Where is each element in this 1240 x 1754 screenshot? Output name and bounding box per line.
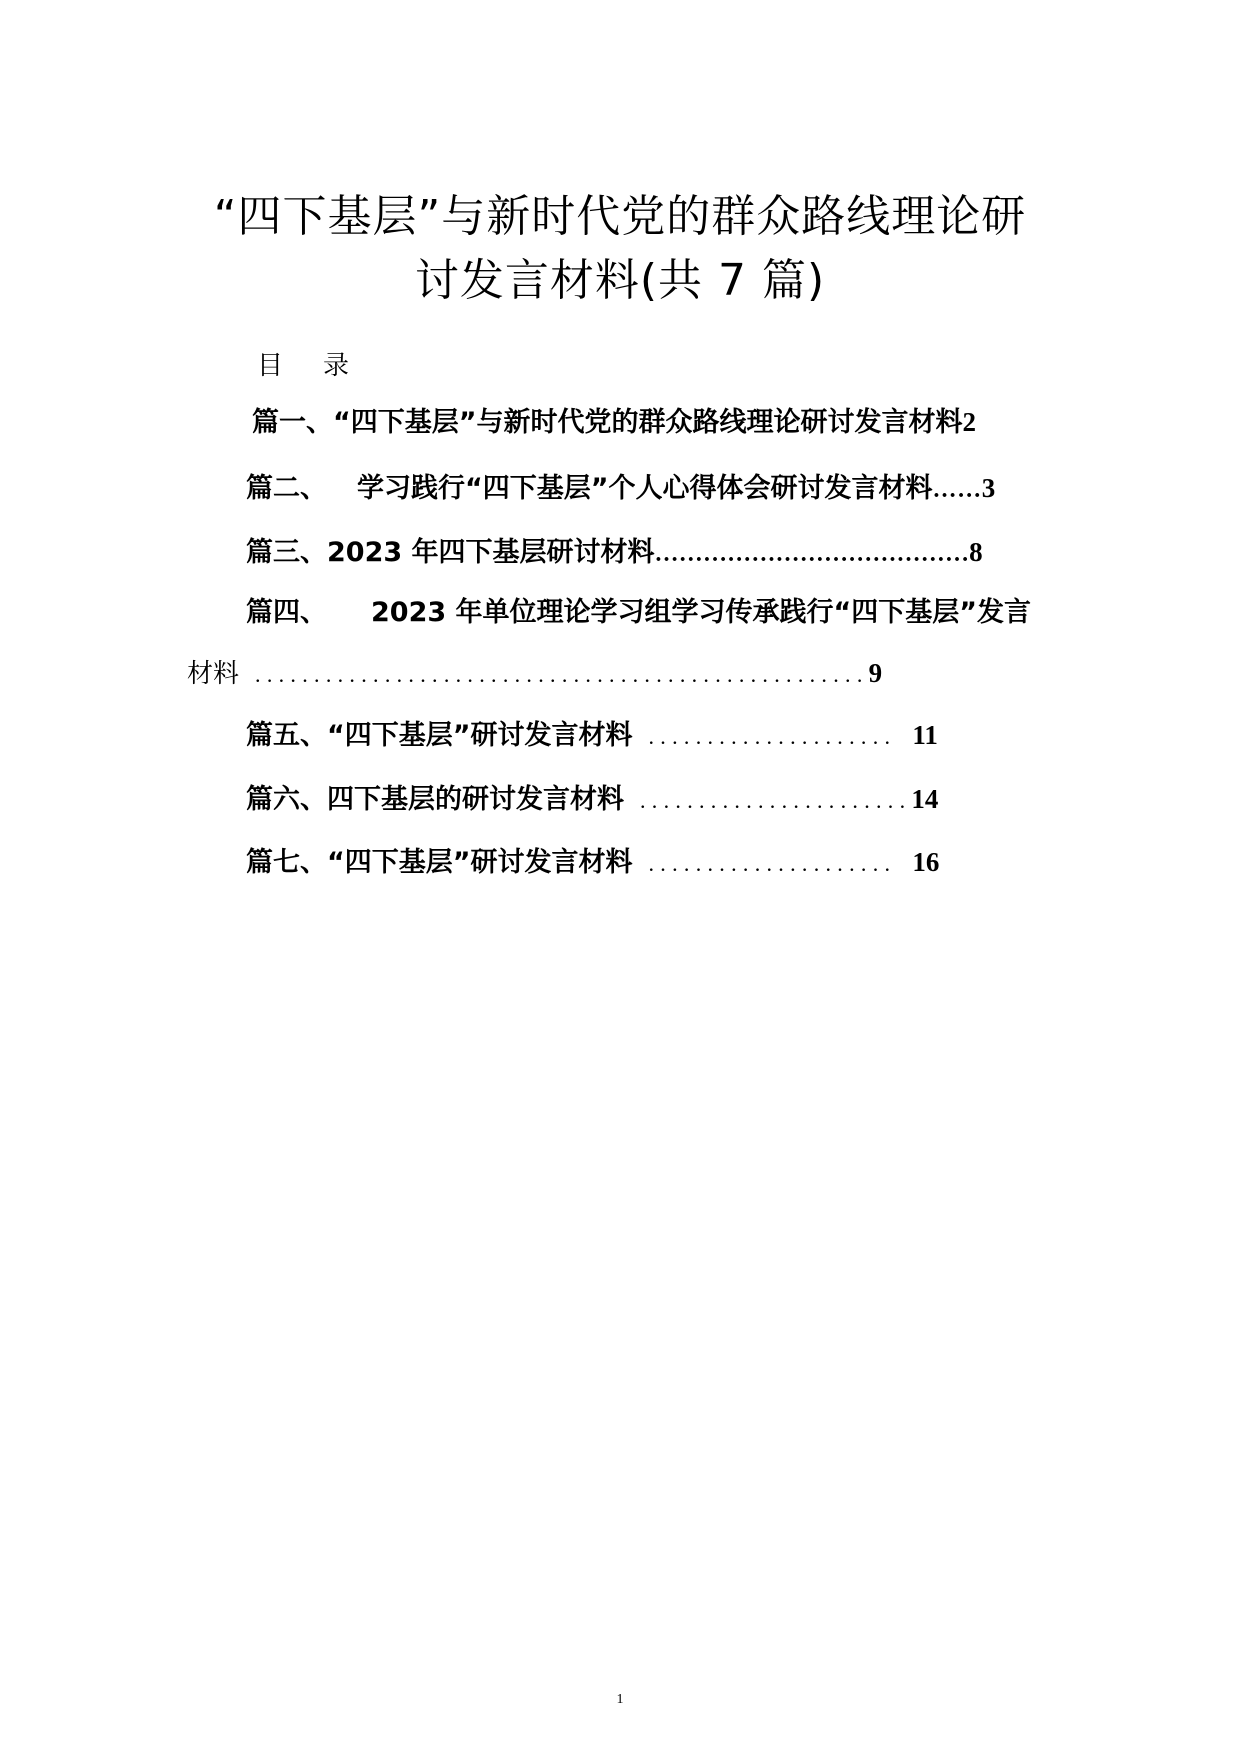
toc-entry-5[interactable] <box>246 715 938 757</box>
toc-entry-3[interactable] <box>246 532 983 574</box>
toc-entry-2[interactable] <box>246 468 995 510</box>
toc-entry-4[interactable] <box>246 593 1031 633</box>
toc-entry-leader: ..................... <box>648 851 897 876</box>
toc-entry-6[interactable] <box>246 779 938 821</box>
document-title-line-2: 讨发言材料(共 7 篇) <box>414 255 826 306</box>
toc-entry-1[interactable] <box>252 402 976 443</box>
toc-entry-label-rest: 学习践行“四下基层”个人心得体会研讨发言材料 <box>357 473 933 504</box>
toc-entry-continuation-label: 材料 <box>187 659 240 689</box>
toc-entry-leader: ....................... <box>640 788 912 813</box>
toc-entry-page: 16 <box>912 847 940 877</box>
toc-entry-label: 篇一、“四下基层”与新时代党的群众路线理论研讨发言材料 <box>252 407 963 438</box>
toc-entry-label: 篇二、 <box>246 473 327 504</box>
toc-entry-leader: .................................................... <box>255 662 869 687</box>
toc-entry-leader: ..................... <box>648 724 897 749</box>
toc-entry-page: 14 <box>911 784 939 814</box>
toc-entry-4-continuation[interactable] <box>187 653 882 695</box>
toc-entry-page: 9 <box>868 658 883 688</box>
toc-entry-label: 篇四、 <box>246 597 327 628</box>
toc-entry-label: 篇七、“四下基层”研讨发言材料 <box>246 847 633 878</box>
toc-entry-page: 11 <box>912 720 938 750</box>
toc-entry-label-rest: 2023 年单位理论学习组学习传承践行“四下基层”发言 <box>371 597 1032 628</box>
toc-entry-page: 8 <box>969 537 983 567</box>
toc-entry-label: 篇五、“四下基层”研讨发言材料 <box>246 720 633 751</box>
toc-entry-7[interactable] <box>246 842 939 884</box>
toc-entry-page: 2 <box>962 407 976 437</box>
toc-entry-page: 3 <box>981 473 996 503</box>
toc-heading-left: 目 <box>257 351 284 381</box>
toc-heading <box>257 348 349 384</box>
toc-entry-label: 篇六、四下基层的研讨发言材料 <box>246 784 624 815</box>
toc-entry-leader: ………………………………… <box>654 541 970 567</box>
toc-entry-label: 篇三、2023 年四下基层研讨材料 <box>246 537 655 568</box>
toc-heading-right: 录 <box>323 351 350 381</box>
document-title-line-1: “四下基层”与新时代党的群众路线理论研 <box>213 191 1027 242</box>
page-number: 1 <box>616 1692 624 1707</box>
toc-entry-leader: …… <box>932 477 982 503</box>
